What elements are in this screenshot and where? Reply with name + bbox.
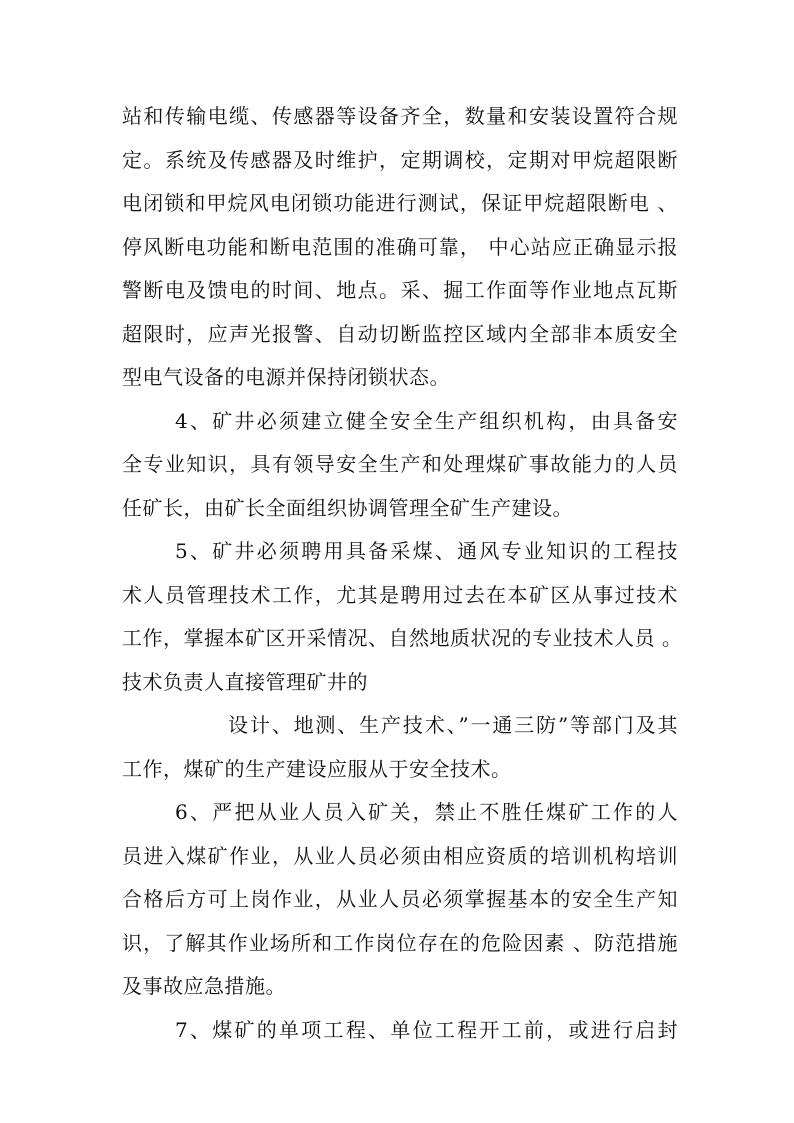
text-line: 定。系统及传感器及时维护，定期调校，定期对甲烷超限断 <box>122 148 678 172</box>
text-line: 术人员管理技术工作，尤其是聘用过去在本矿区从事过技术 <box>122 583 678 607</box>
text-line: 警断电及馈电的时间、地点。采、掘工作面等作业地点瓦斯 <box>122 278 678 302</box>
text-line: 工作，煤矿的生产建设应服从于安全技术。 <box>122 757 512 781</box>
text-line: 全专业知识，具有领导安全生产和处理煤矿事故能力的人员 <box>122 452 678 476</box>
text-line: 识，了解其作业场所和工作岗位存在的危险因素 、防范措施 <box>122 931 678 955</box>
paragraph-7-start: 7、煤矿的单项工程、单位工程开工前，或进行启封 <box>175 1018 678 1042</box>
text-line: 电闭锁和甲烷风电闭锁功能进行测试，保证甲烷超限断电 、 <box>122 191 678 215</box>
text-line: 任矿长，由矿长全面组织协调管理全矿生产建设。 <box>122 496 573 520</box>
text-line: 员进入煤矿作业，从业人员必须由相应资质的培训机构培训 <box>122 844 678 868</box>
text-line: 型电气设备的电源并保持闭锁状态。 <box>122 365 450 389</box>
text-line: 站和传输电缆、传感器等设备齐全，数量和安装设置符合规 <box>122 104 678 128</box>
text-line: 停风断电功能和断电范围的准确可靠， 中心站应正确显示报 <box>122 235 678 259</box>
paragraph-5-start: 5、矿井必须聘用具备采煤、通风专业知识的工程技 <box>175 539 678 563</box>
paragraph-6-start: 6、严把从业人员入矿关，禁止不胜任煤矿工作的人 <box>175 800 678 824</box>
text-line: 合格后方可上岗作业，从业人员必须掌握基本的安全生产知 <box>122 887 678 911</box>
text-line: 超限时，应声光报警、自动切断监控区域内全部非本质安全 <box>122 322 678 346</box>
paragraph-4-start: 4、矿井必须建立健全安全生产组织机构，由具备安 <box>175 409 678 433</box>
text-line: 技术负责人直接管理矿井的 <box>122 670 368 694</box>
text-line: 工作，掌握本矿区开采情况、自然地质状况的专业技术人员 。 <box>122 626 683 650</box>
text-line: 及事故应急措施。 <box>122 974 286 998</box>
text-line: 设计、地测、生产技术、”一通三防”等部门及其 <box>228 713 678 737</box>
